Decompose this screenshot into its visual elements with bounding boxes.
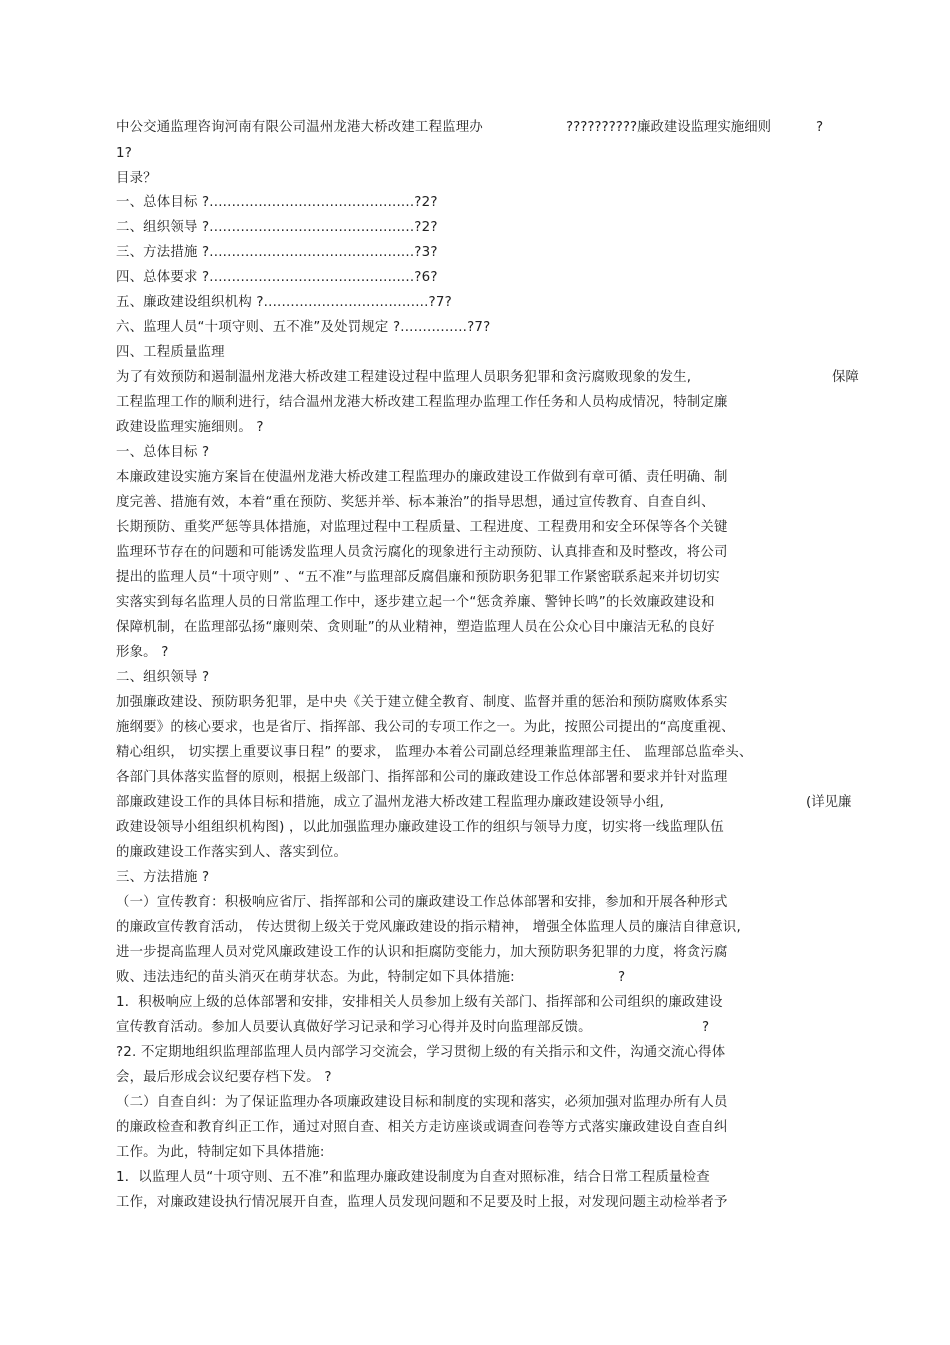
list-item: ?2. 不定期地组织监理部监理人员内部学习交流会，学习贯彻上级的有关指示和文件，沟通交流心得体 (116, 1045, 726, 1060)
body-line: （一）宣传教育：积极响应省厅、指挥部和公司的廉政建设工作总体部署和安排，参加和开展各种形式 (116, 895, 728, 910)
header-doc-title: ??????????廉政建设监理实施细则 (566, 120, 771, 135)
list-item-end: ? (702, 1020, 710, 1035)
header-mark: ? (816, 120, 824, 135)
body-line: 施纲要》的核心要求，也是省厅、指挥部、我公司的专项工作之一。为此，按照公司提出的“高度重视、 (116, 720, 735, 735)
list-item: 1．积极响应上级的总体部署和安排，安排相关人员参加上级有关部门、指挥部和公司组织的廉政建设 (116, 995, 723, 1010)
section-heading: 二、组织领导 ? (116, 670, 210, 685)
body-line-end: (详见廉 (806, 795, 852, 810)
section-heading: 一、总体目标 ? (116, 445, 210, 460)
section-heading: 三、方法措施 ? (116, 870, 210, 885)
body-line: 部廉政建设工作的具体目标和措施，成立了温州龙港大桥改建工程监理办廉政建设领导小组, (116, 795, 665, 810)
page-mark: 1? (116, 146, 133, 161)
intro-line: 为了有效预防和遏制温州龙港大桥改建工程建设过程中监理人员职务犯罪和贪污腐败现象的发生, (116, 370, 692, 385)
body-line: 的廉政检查和教育纠正工作，通过对照自查、相关方走访座谈或调查问卷等方式落实廉政建设自查自纠 (116, 1120, 728, 1135)
toc-item[interactable]: 三、方法措施 ?..............................................?3? (116, 245, 438, 260)
body-line: 保障机制，在监理部弘扬“廉则荣、贪则耻”的从业精神，塑造监理人员在公众心目中廉洁无私的良好 (116, 620, 715, 635)
toc-extra: 四、工程质量监理 (116, 345, 225, 360)
header-org: 中公交通监理咨询河南有限公司温州龙港大桥改建工程监理办 (116, 120, 483, 135)
body-line: 败、违法违纪的苗头消灭在萌芽状态。为此，特制定如下具体措施: (116, 970, 515, 985)
body-line: 进一步提高监理人员对党风廉政建设工作的认识和拒腐防变能力，加大预防职务犯罪的力度，将贪污腐 (116, 945, 728, 960)
body-line: 实落实到每名监理人员的日常监理工作中，逐步建立起一个“惩贪养廉、警钟长鸣”的长效廉政建设和 (116, 595, 715, 610)
toc-item[interactable]: 五、廉政建设组织机构 ?.....................................?7? (116, 295, 452, 310)
body-line-end: ? (618, 970, 626, 985)
toc-item[interactable]: 一、总体目标 ?..............................................?2? (116, 195, 438, 210)
toc-heading: 目录？ (116, 171, 157, 186)
toc-item[interactable]: 四、总体要求 ?..............................................?6? (116, 270, 438, 285)
list-item: 1．以监理人员“十项守则、五不准”和监理办廉政建设制度为自查对照标准，结合日常工程质量检查 (116, 1170, 710, 1185)
body-line: 精心组织， 切实摆上重要议事日程” 的要求， 监理办本着公司副总经理兼监理部主任、 监理部总监牵头、 (116, 745, 753, 760)
body-line: 的廉政建设工作落实到人、落实到位。 (116, 845, 348, 860)
list-item: 会，最后形成会议纪要存档下发。 ? (116, 1070, 332, 1085)
body-line: （二）自查自纠：为了保证监理办各项廉政建设目标和制度的实现和落实，必须加强对监理办所有人员 (116, 1095, 728, 1110)
body-line: 度完善、措施有效，本着“重在预防、奖惩并举、标本兼治”的指导思想，通过宣传教育、自查自纠、 (116, 495, 715, 510)
body-line: 本廉政建设实施方案旨在使温州龙港大桥改建工程监理办的廉政建设工作做到有章可循、责任明确、制 (116, 470, 728, 485)
body-line: 的廉政宣传教育活动， 传达贯彻上级关于党风廉政建设的指示精神， 增强全体监理人员的廉洁自律意识, (116, 920, 741, 935)
body-line: 形象。 ? (116, 645, 169, 660)
body-line: 提出的监理人员“十项守则” 、“五不准”与监理部反腐倡廉和预防职务犯罪工作紧密联系起来并切切实 (116, 570, 720, 585)
toc-item[interactable]: 二、组织领导 ?..............................................?2? (116, 220, 438, 235)
body-line: 各部门具体落实监督的原则，根据上级部门、指挥部和公司的廉政建设工作总体部署和要求并针对监理 (116, 770, 728, 785)
body-line: 长期预防、重奖严惩等具体措施，对监理过程中工程质量、工程进度、工程费用和安全环保等各个关键 (116, 520, 728, 535)
list-item: 工作，对廉政建设执行情况展开自查，监理人员发现问题和不足要及时上报，对发现问题主动检举者予 (116, 1195, 728, 1210)
toc-item[interactable]: 六、监理人员“十项守则、五不准”及处罚规定 ?...............?7? (116, 320, 491, 335)
body-line: 监理环节存在的问题和可能诱发监理人员贪污腐化的现象进行主动预防、认真排查和及时整改，将公司 (116, 545, 728, 560)
list-item: 宣传教育活动。参加人员要认真做好学习记录和学习心得并及时向监理部反馈。 (116, 1020, 592, 1035)
intro-line: 政建设监理实施细则。 ? (116, 420, 264, 435)
intro-line-end: 保障 (832, 370, 859, 385)
body-line: 政建设领导小组组织机构图) ，以此加强监理办廉政建设工作的组织与领导力度，切实将一线监理队伍 (116, 820, 724, 835)
intro-line: 工程监理工作的顺利进行，结合温州龙港大桥改建工程监理办监理工作任务和人员构成情况，特制定廉 (116, 395, 728, 410)
body-line: 工作。为此，特制定如下具体措施: (116, 1145, 325, 1160)
body-line: 加强廉政建设、预防职务犯罪，是中央《关于建立健全教育、制度、监督并重的惩治和预防腐败体系实 (116, 695, 728, 710)
